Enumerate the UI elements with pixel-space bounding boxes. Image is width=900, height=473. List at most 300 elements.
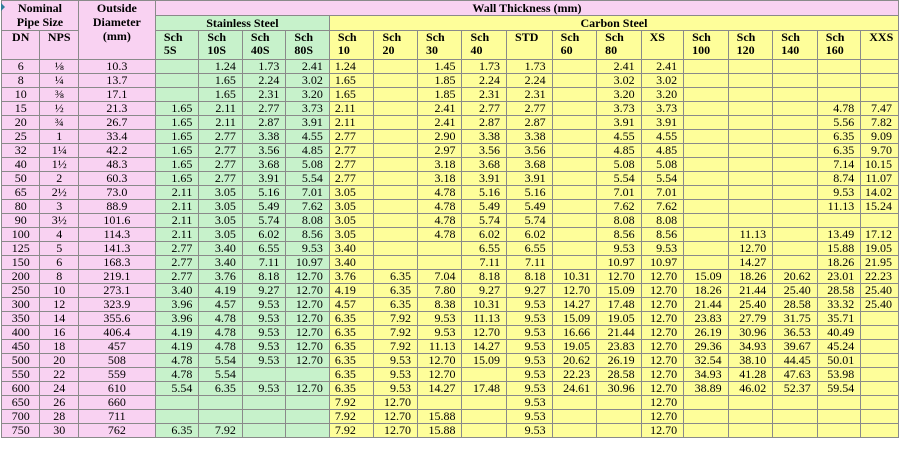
nps-cell: 3½: [40, 214, 78, 228]
wall-thickness-cell: 2.87: [507, 116, 553, 130]
wall-thickness-cell: 2.77: [155, 256, 199, 270]
wall-thickness-cell: [684, 228, 729, 242]
wall-thickness-cell: 3.91: [242, 172, 286, 186]
wall-thickness-cell: [155, 60, 199, 74]
nominal-pipe-size-header: Nominal Pipe Size: [2, 1, 79, 31]
dn-cell: 40: [2, 158, 40, 172]
wall-thickness-cell: [286, 424, 330, 438]
wall-thickness-cell: 16.66: [552, 326, 597, 340]
wall-thickness-cell: [374, 88, 418, 102]
column-header: Sch 120: [728, 31, 773, 60]
wall-thickness-cell: 2.90: [417, 130, 462, 144]
wall-thickness-cell: 7.11: [242, 256, 286, 270]
wall-thickness-cell: [552, 158, 597, 172]
wall-thickness-cell: [286, 396, 330, 410]
table-row: [2, 382, 899, 396]
wall-thickness-cell: [684, 88, 729, 102]
wall-thickness-cell: 6.02: [242, 228, 286, 242]
wall-thickness-cell: [374, 130, 418, 144]
wall-thickness-cell: 4.85: [286, 144, 330, 158]
wall-thickness-cell: 1.65: [329, 74, 374, 88]
wall-thickness-cell: 2.11: [199, 102, 243, 116]
wall-thickness-cell: 3.91: [286, 116, 330, 130]
wall-thickness-cell: 8.56: [597, 228, 642, 242]
wall-thickness-cell: 2.11: [329, 116, 374, 130]
outside-diameter-cell: 141.3: [78, 242, 155, 256]
wall-thickness-cell: 14.27: [417, 382, 462, 396]
wall-thickness-cell: 40.49: [817, 326, 861, 340]
wall-thickness-cell: 2.11: [199, 116, 243, 130]
wall-thickness-cell: 11.13: [462, 312, 507, 326]
wall-thickness-cell: 2.11: [329, 102, 374, 116]
wall-thickness-cell: 7.11: [507, 256, 553, 270]
wall-thickness-cell: [728, 60, 773, 74]
wall-thickness-cell: [861, 382, 899, 396]
wall-thickness-cell: 39.67: [773, 340, 818, 354]
wall-thickness-cell: 29.36: [684, 340, 729, 354]
wall-thickness-cell: [861, 88, 899, 102]
wall-thickness-cell: [199, 410, 243, 424]
wall-thickness-cell: 2.77: [329, 144, 374, 158]
wall-thickness-cell: 9.53: [242, 354, 286, 368]
wall-thickness-cell: 11.07: [861, 172, 899, 186]
wall-thickness-cell: 3.20: [286, 88, 330, 102]
wall-thickness-cell: [684, 74, 729, 88]
wall-thickness-cell: [552, 88, 597, 102]
outside-diameter-cell: 33.4: [78, 130, 155, 144]
dn-cell: 25: [2, 130, 40, 144]
nps-cell: 14: [40, 312, 78, 326]
wall-thickness-cell: 22.23: [861, 270, 899, 284]
wall-thickness-cell: 3.05: [199, 200, 243, 214]
wall-thickness-cell: 2.41: [417, 116, 462, 130]
wall-thickness-cell: 2.77: [329, 172, 374, 186]
wall-thickness-cell: 9.53: [507, 410, 553, 424]
wall-thickness-cell: [773, 410, 818, 424]
wall-thickness-cell: 7.92: [374, 340, 418, 354]
wall-thickness-cell: 1.73: [242, 60, 286, 74]
wall-thickness-cell: 9.53: [417, 326, 462, 340]
wall-thickness-cell: 12.70: [286, 382, 330, 396]
wall-thickness-cell: 9.53: [507, 298, 553, 312]
wall-thickness-cell: 10.31: [552, 270, 597, 284]
dn-cell: 65: [2, 186, 40, 200]
wall-thickness-cell: [684, 116, 729, 130]
wall-thickness-cell: 27.79: [728, 312, 773, 326]
wall-thickness-cell: 36.53: [773, 326, 818, 340]
nps-cell: ⅜: [40, 88, 78, 102]
wall-thickness-cell: 35.71: [817, 312, 861, 326]
wall-thickness-cell: 5.16: [242, 186, 286, 200]
wall-thickness-cell: [597, 396, 642, 410]
wall-thickness-cell: 6.55: [242, 242, 286, 256]
table-row: [2, 102, 899, 116]
wall-thickness-cell: [462, 368, 507, 382]
column-header: Sch 60: [552, 31, 597, 60]
wall-thickness-cell: 5.49: [242, 200, 286, 214]
wall-thickness-cell: [773, 186, 818, 200]
wall-thickness-cell: 11.13: [417, 340, 462, 354]
wall-thickness-cell: 7.62: [597, 200, 642, 214]
outside-diameter-cell: 10.3: [78, 60, 155, 74]
wall-thickness-cell: [552, 130, 597, 144]
wall-thickness-cell: 4.57: [199, 298, 243, 312]
wall-thickness-cell: 6.35: [329, 326, 374, 340]
wall-thickness-cell: 9.53: [374, 382, 418, 396]
wall-thickness-cell: 8.18: [242, 270, 286, 284]
table-row: [2, 312, 899, 326]
wall-thickness-cell: 9.53: [507, 340, 553, 354]
wall-thickness-cell: 12.70: [374, 424, 418, 438]
wall-thickness-cell: 2.11: [155, 200, 199, 214]
wall-thickness-cell: 41.28: [728, 368, 773, 382]
wall-thickness-cell: 8.56: [641, 228, 684, 242]
wall-thickness-cell: 3.56: [462, 144, 507, 158]
wall-thickness-cell: [552, 102, 597, 116]
table-row: [2, 116, 899, 130]
wall-thickness-cell: [684, 102, 729, 116]
outside-diameter-cell: 273.1: [78, 284, 155, 298]
wall-thickness-cell: 38.10: [728, 354, 773, 368]
wall-thickness-cell: [155, 74, 199, 88]
wall-thickness-cell: 9.53: [286, 242, 330, 256]
wall-thickness-cell: 7.01: [286, 186, 330, 200]
wall-thickness-cell: 3.38: [242, 130, 286, 144]
wall-thickness-cell: 1.85: [417, 88, 462, 102]
wall-thickness-cell: [684, 144, 729, 158]
wall-thickness-cell: 10.97: [286, 256, 330, 270]
wall-thickness-cell: 7.92: [329, 424, 374, 438]
wall-thickness-cell: 7.01: [641, 186, 684, 200]
wall-thickness-cell: 5.49: [507, 200, 553, 214]
wall-thickness-cell: 7.92: [329, 396, 374, 410]
wall-thickness-cell: 12.70: [286, 340, 330, 354]
wall-thickness-cell: 2.31: [462, 88, 507, 102]
nps-cell: 1½: [40, 158, 78, 172]
nps-cell: 6: [40, 256, 78, 270]
dn-cell: 550: [2, 368, 40, 382]
wall-thickness-cell: [773, 158, 818, 172]
wall-thickness-cell: [817, 74, 861, 88]
wall-thickness-cell: [773, 130, 818, 144]
wall-thickness-cell: 9.53: [242, 298, 286, 312]
wall-thickness-cell: 26.19: [684, 326, 729, 340]
wall-thickness-cell: 18.26: [817, 256, 861, 270]
dn-cell: 50: [2, 172, 40, 186]
wall-thickness-cell: [728, 116, 773, 130]
table-row: [2, 144, 899, 158]
wall-thickness-cell: 2.11: [155, 214, 199, 228]
nps-cell: 1¼: [40, 144, 78, 158]
table-row: [2, 410, 899, 424]
wall-thickness-cell: 6.35: [155, 424, 199, 438]
dn-cell: 20: [2, 116, 40, 130]
wall-thickness-cell: 7.92: [329, 410, 374, 424]
wall-thickness-cell: 4.19: [155, 340, 199, 354]
wall-thickness-cell: 7.92: [374, 326, 418, 340]
wall-thickness-cell: 4.78: [155, 354, 199, 368]
dn-cell: 6: [2, 60, 40, 74]
wall-thickness-cell: 5.54: [155, 382, 199, 396]
wall-thickness-cell: 1.65: [155, 144, 199, 158]
wall-thickness-cell: 9.53: [507, 396, 553, 410]
wall-thickness-cell: 9.53: [374, 368, 418, 382]
outside-diameter-cell: 26.7: [78, 116, 155, 130]
nps-cell: 18: [40, 340, 78, 354]
wall-thickness-cell: 25.40: [861, 284, 899, 298]
wall-thickness-cell: 7.01: [597, 186, 642, 200]
column-header: XS: [641, 31, 684, 60]
wall-thickness-cell: 1.65: [155, 158, 199, 172]
wall-thickness-cell: [552, 74, 597, 88]
wall-thickness-cell: 7.82: [861, 116, 899, 130]
table-row: [2, 200, 899, 214]
wall-thickness-cell: 12.70: [728, 242, 773, 256]
column-header: Sch 80: [597, 31, 642, 60]
wall-thickness-cell: 2.24: [507, 74, 553, 88]
wall-thickness-cell: 7.92: [374, 312, 418, 326]
column-header: Sch 40: [462, 31, 507, 60]
wall-thickness-cell: 1.65: [155, 130, 199, 144]
wall-thickness-cell: [728, 396, 773, 410]
wall-thickness-cell: 45.24: [817, 340, 861, 354]
dn-cell: 10: [2, 88, 40, 102]
wall-thickness-cell: 9.09: [861, 130, 899, 144]
wall-thickness-cell: [374, 74, 418, 88]
wall-thickness-cell: 2.11: [155, 186, 199, 200]
wall-thickness-cell: 6.35: [374, 298, 418, 312]
wall-thickness-cell: [684, 186, 729, 200]
wall-thickness-cell: 5.08: [597, 158, 642, 172]
wall-thickness-cell: [728, 186, 773, 200]
wall-thickness-cell: [684, 410, 729, 424]
outside-diameter-cell: 168.3: [78, 256, 155, 270]
wall-thickness-cell: [684, 158, 729, 172]
wall-thickness-cell: 9.53: [507, 312, 553, 326]
wall-thickness-cell: 9.70: [861, 144, 899, 158]
wall-thickness-cell: 21.44: [597, 326, 642, 340]
wall-thickness-cell: 1.65: [155, 172, 199, 186]
table-row: [2, 186, 899, 200]
column-header: Sch 5S: [155, 31, 199, 60]
wall-thickness-cell: 12.70: [641, 424, 684, 438]
wall-thickness-header: Wall Thickness (mm): [155, 1, 898, 16]
wall-thickness-cell: 18.26: [684, 284, 729, 298]
wall-thickness-cell: 12.70: [286, 312, 330, 326]
wall-thickness-cell: 6.35: [329, 354, 374, 368]
wall-thickness-cell: [552, 256, 597, 270]
wall-thickness-cell: [728, 144, 773, 158]
wall-thickness-cell: [155, 410, 199, 424]
wall-thickness-cell: 4.19: [199, 284, 243, 298]
nps-cell: 8: [40, 270, 78, 284]
wall-thickness-cell: 7.80: [417, 284, 462, 298]
outside-diameter-cell: 42.2: [78, 144, 155, 158]
wall-thickness-cell: 12.70: [641, 382, 684, 396]
wall-thickness-cell: 15.24: [861, 200, 899, 214]
wall-thickness-cell: 3.68: [462, 158, 507, 172]
wall-thickness-cell: 3.05: [329, 228, 374, 242]
wall-thickness-cell: 1.65: [155, 116, 199, 130]
wall-thickness-cell: [728, 214, 773, 228]
wall-thickness-cell: 3.02: [641, 74, 684, 88]
wall-thickness-cell: 12.70: [641, 298, 684, 312]
wall-thickness-cell: 4.78: [199, 312, 243, 326]
wall-thickness-cell: [773, 88, 818, 102]
dn-cell: 600: [2, 382, 40, 396]
wall-thickness-cell: 4.55: [641, 130, 684, 144]
nps-cell: 2½: [40, 186, 78, 200]
wall-thickness-cell: 2.31: [242, 88, 286, 102]
wall-thickness-cell: 4.78: [417, 228, 462, 242]
wall-thickness-cell: 2.24: [462, 74, 507, 88]
wall-thickness-cell: [684, 396, 729, 410]
wall-thickness-cell: 12.70: [417, 368, 462, 382]
wall-thickness-cell: 3.68: [507, 158, 553, 172]
pipe-wall-thickness-table: [1, 0, 899, 438]
wall-thickness-cell: [286, 368, 330, 382]
wall-thickness-cell: 9.53: [242, 382, 286, 396]
outside-diameter-cell: 114.3: [78, 228, 155, 242]
wall-thickness-cell: 4.78: [417, 200, 462, 214]
wall-thickness-cell: 2.77: [329, 158, 374, 172]
wall-thickness-cell: 4.78: [417, 186, 462, 200]
wall-thickness-cell: 5.56: [817, 116, 861, 130]
wall-thickness-cell: [773, 256, 818, 270]
wall-thickness-cell: 12.70: [462, 326, 507, 340]
wall-thickness-cell: 5.54: [641, 172, 684, 186]
wall-thickness-cell: 33.32: [817, 298, 861, 312]
wall-thickness-cell: 9.53: [507, 382, 553, 396]
wall-thickness-cell: 3.76: [329, 270, 374, 284]
wall-thickness-cell: 28.58: [597, 368, 642, 382]
wall-thickness-cell: 28.58: [773, 298, 818, 312]
wall-thickness-cell: 26.19: [597, 354, 642, 368]
wall-thickness-cell: 19.05: [552, 340, 597, 354]
wall-thickness-cell: 2.77: [242, 102, 286, 116]
nps-header: NPS: [40, 31, 78, 60]
wall-thickness-cell: 14.02: [861, 186, 899, 200]
wall-thickness-cell: 3.38: [462, 130, 507, 144]
outside-diameter-cell: 13.7: [78, 74, 155, 88]
wall-thickness-cell: 12.70: [374, 410, 418, 424]
dn-cell: 100: [2, 228, 40, 242]
wall-thickness-cell: [374, 228, 418, 242]
table-row: [2, 256, 899, 270]
wall-thickness-cell: 8.18: [462, 270, 507, 284]
wall-thickness-cell: [728, 130, 773, 144]
wall-thickness-cell: 4.78: [199, 326, 243, 340]
wall-thickness-cell: 8.08: [641, 214, 684, 228]
wall-thickness-cell: [552, 200, 597, 214]
wall-thickness-cell: 5.74: [507, 214, 553, 228]
wall-thickness-cell: [684, 424, 729, 438]
wall-thickness-cell: 12.70: [641, 396, 684, 410]
wall-thickness-cell: 2.41: [597, 60, 642, 74]
wall-thickness-cell: 3.40: [155, 284, 199, 298]
wall-thickness-cell: 4.85: [597, 144, 642, 158]
table-row: [2, 354, 899, 368]
wall-thickness-cell: [597, 410, 642, 424]
wall-thickness-cell: 19.05: [861, 242, 899, 256]
wall-thickness-cell: 15.88: [417, 410, 462, 424]
wall-thickness-cell: 8.74: [817, 172, 861, 186]
wall-thickness-cell: 12.70: [286, 284, 330, 298]
wall-thickness-cell: [728, 200, 773, 214]
wall-thickness-cell: [728, 102, 773, 116]
outside-diameter-cell: 762: [78, 424, 155, 438]
table-row: [2, 74, 899, 88]
column-header: Sch 10: [329, 31, 374, 60]
wall-thickness-cell: [773, 172, 818, 186]
nps-cell: ¼: [40, 74, 78, 88]
wall-thickness-cell: [773, 74, 818, 88]
dn-cell: 650: [2, 396, 40, 410]
wall-thickness-cell: 5.16: [462, 186, 507, 200]
wall-thickness-cell: 6.35: [374, 284, 418, 298]
wall-thickness-cell: [861, 396, 899, 410]
wall-thickness-cell: 3.91: [507, 172, 553, 186]
outside-diameter-cell: 21.3: [78, 102, 155, 116]
wall-thickness-cell: 21.95: [861, 256, 899, 270]
wall-thickness-cell: [773, 116, 818, 130]
wall-thickness-cell: 30.96: [597, 382, 642, 396]
table-row: [2, 270, 899, 284]
wall-thickness-cell: 3.40: [199, 256, 243, 270]
wall-thickness-cell: [286, 410, 330, 424]
dn-cell: 32: [2, 144, 40, 158]
wall-thickness-cell: [728, 410, 773, 424]
wall-thickness-cell: [861, 424, 899, 438]
wall-thickness-cell: [817, 60, 861, 74]
wall-thickness-cell: 10.31: [462, 298, 507, 312]
wall-thickness-cell: 2.77: [155, 242, 199, 256]
wall-thickness-cell: 6.35: [329, 368, 374, 382]
wall-thickness-cell: 3.02: [597, 74, 642, 88]
column-header: XXS: [861, 31, 899, 60]
wall-thickness-cell: 3.91: [641, 116, 684, 130]
wall-thickness-cell: [773, 102, 818, 116]
table-row: [2, 172, 899, 186]
wall-thickness-cell: [552, 186, 597, 200]
wall-thickness-cell: 11.13: [817, 200, 861, 214]
table-row: [2, 242, 899, 256]
dn-cell: 750: [2, 424, 40, 438]
wall-thickness-cell: 17.48: [462, 382, 507, 396]
wall-thickness-cell: [597, 424, 642, 438]
wall-thickness-cell: 3.05: [329, 200, 374, 214]
wall-thickness-cell: 9.53: [507, 368, 553, 382]
wall-thickness-cell: 1.24: [329, 60, 374, 74]
wall-thickness-cell: 3.20: [641, 88, 684, 102]
column-header: Sch 30: [417, 31, 462, 60]
wall-thickness-cell: 3.05: [329, 186, 374, 200]
wall-thickness-cell: [374, 144, 418, 158]
wall-thickness-cell: 3.73: [641, 102, 684, 116]
outside-diameter-cell: 101.6: [78, 214, 155, 228]
wall-thickness-cell: [861, 410, 899, 424]
wall-thickness-cell: [552, 60, 597, 74]
wall-thickness-cell: [242, 396, 286, 410]
wall-thickness-cell: [684, 130, 729, 144]
wall-thickness-cell: 7.04: [417, 270, 462, 284]
wall-thickness-cell: 2.87: [242, 116, 286, 130]
column-header: Sch 160: [817, 31, 861, 60]
wall-thickness-cell: 3.05: [199, 186, 243, 200]
wall-thickness-cell: 5.54: [199, 368, 243, 382]
outside-diameter-cell: 17.1: [78, 88, 155, 102]
wall-thickness-cell: 3.18: [417, 172, 462, 186]
